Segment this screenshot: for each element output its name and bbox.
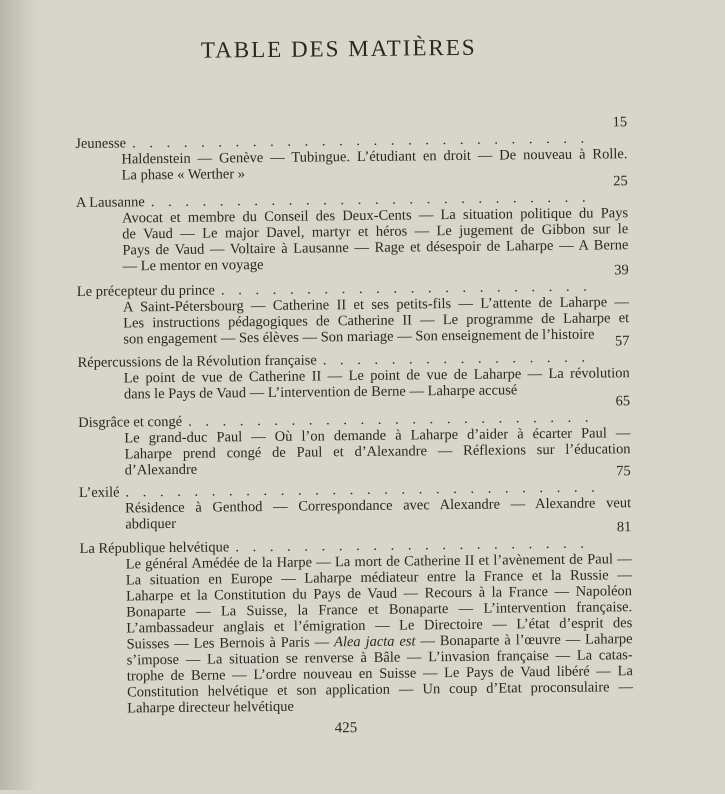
toc-summary-line: son engagement — Ses élèves — Son mariage — Son enseignement de l’histoire xyxy=(123,326,595,348)
toc-page-number: 65 xyxy=(615,393,631,410)
toc-summary-line: Laharpe prend congé de Paul et d’Alexandre — Réflexions sur l’éducation xyxy=(124,441,631,463)
toc-summary-line: — Le mentor en voyage xyxy=(122,257,264,275)
toc-summary-line: Résidence à Genthod — Correspondance avec Alexandre — Alexandre veut xyxy=(125,495,632,517)
toc-entry xyxy=(77,333,630,403)
toc-summary-line: Le grand-duc Paul — Où l’on demande à Laharpe d’aider à écarter Paul — xyxy=(124,425,631,447)
toc-chapter-title: Disgrâce et congé xyxy=(78,413,183,431)
toc-chapter-title: Jeunesse xyxy=(75,135,127,152)
page-title: TABLE DES MATIÈRES xyxy=(200,34,477,63)
toc-summary-line: trophe de Berne — L’ordre nouveau en Suisse — Le Pays de Vaud libéré — La xyxy=(126,663,633,685)
toc-chapter-title: Répercussions de la Révolution française xyxy=(77,352,317,371)
toc-summary-line: Bonaparte — La Suisse, la France et Bonaparte — L’intervention française. xyxy=(126,599,633,621)
toc-page-number: 39 xyxy=(614,262,629,279)
toc-summary-line: Haldenstein — Genève — Tubingue. L’étudiant en droit — De nouveau à Rolle. xyxy=(121,146,628,168)
toc-summary-line: dans le Pays de Vaud — L’intervention de Berne — Laharpe accusé xyxy=(123,382,518,403)
italic-phrase: Alea jacta est xyxy=(333,633,416,651)
toc-summary-line: Avocat et membre du Conseil des Deux-Cents — La situation politique du Pays xyxy=(122,205,629,227)
toc-summary-line: L’ambassadeur anglais et l’émigration — Le Directoire — L’état d’esprit des xyxy=(126,615,633,637)
toc-summary-line: La situation en Europe — Laharpe médiateur entre la France et la Russie — xyxy=(125,567,632,589)
toc-summary-line: Constitution helvétique et son application — Un coup d’Etat proconsulaire — xyxy=(126,679,634,701)
toc-summary-line: A Saint-Pétersbourg — Catherine II et ses petits-fils — L’attente de Laharpe — xyxy=(122,294,630,316)
toc-summary-line: s’impose — La situation se renverse à Bâle — L’invasion française — La catas- xyxy=(126,647,633,669)
toc-summary-line: Suisses — Les Bernois à Paris — Alea jacta est — Bonaparte à l’œuvre — Laharpe xyxy=(126,631,633,653)
toc-chapter-title: L’exilé xyxy=(78,484,120,501)
toc-page-number: 25 xyxy=(613,173,628,190)
toc-summary-line: Les instructions pédagogiques de Catherine II — Le programme de Laharpe et xyxy=(123,310,630,332)
toc-summary-line: Le général Amédée de la Harpe — La mort de Catherine II et l’avènement de Paul — xyxy=(125,551,632,573)
page-number: 425 xyxy=(334,720,358,737)
toc-entry xyxy=(79,519,633,717)
toc-summary-line: d’Alexandre xyxy=(124,461,198,479)
toc-page-number: 57 xyxy=(614,333,630,350)
toc-page-number: 15 xyxy=(612,114,628,131)
toc-chapter-title: La République helvétique xyxy=(79,539,230,557)
toc-summary-line: abdiquer xyxy=(125,515,177,533)
toc-chapter-title: Le précepteur du prince xyxy=(76,282,216,300)
toc-summary-line: La phase « Werther » xyxy=(121,166,246,184)
toc-chapter-title: A Lausanne xyxy=(75,194,145,211)
toc-summary-line: Laharpe directeur helvétique xyxy=(127,698,294,717)
toc-summary-line: Laharpe et la Constitution du Pays de Vaud — Recours à la France — Napoléon xyxy=(125,583,633,605)
toc-entry xyxy=(76,173,629,275)
toc-page-number: 81 xyxy=(616,519,632,536)
toc-summary-line: de Vaud — Le major Davel, martyr et héros — Le jugement de Gibbon sur le xyxy=(122,221,629,243)
toc-summary-line: Pays de Vaud — Voltaire à Lausanne — Rage et désespoir de Laharpe — A Berne xyxy=(122,237,629,259)
toc-page-number: 75 xyxy=(616,463,631,480)
toc-summary xyxy=(126,551,634,716)
toc-summary-line: Le point de vue de Catherine II — Le point de vue de Laharpe — La révolution xyxy=(123,365,630,387)
